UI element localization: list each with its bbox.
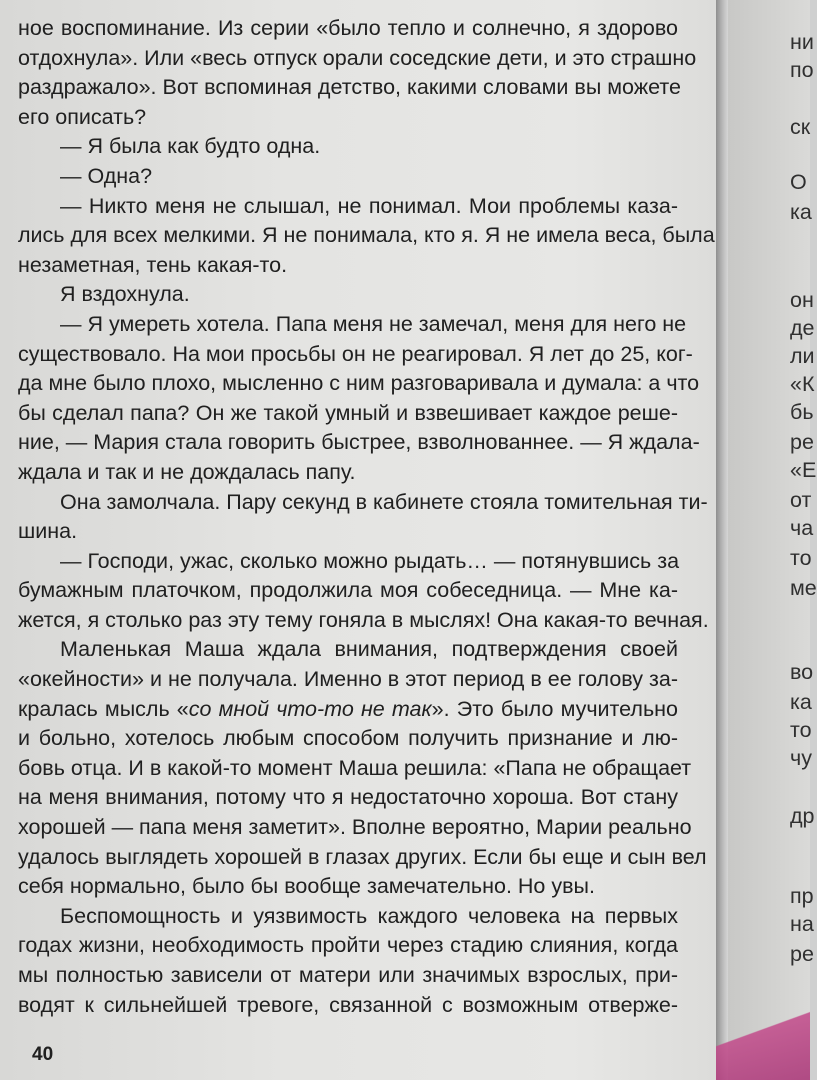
right-page-fragment: де <box>790 316 815 340</box>
right-page-fragment: ли <box>790 344 815 368</box>
text-line: ное воспоминание. Из серии «было тепло и солнечно, я здорово <box>18 16 678 40</box>
text-line: «окейности» и не получала. Именно в этот период в ее голову за- <box>18 667 678 692</box>
text-line: себя нормально, было бы вообще замечательно. Но увы. <box>18 874 595 899</box>
text-line: бумажным платочком, продолжила моя собеседница. — Мне ка- <box>18 578 678 603</box>
right-page-fragment: от <box>790 488 812 512</box>
right-page-fragment: ск <box>790 115 811 139</box>
right-page-fragment: ни <box>790 30 814 54</box>
text-line: ние, — Мария стала говорить быстрее, взволнованнее. — Я ждала- <box>18 430 700 455</box>
right-page-fragment: ре <box>790 942 814 966</box>
text-line: да мне было плохо, мысленно с ним разговаривала и думала: а что <box>18 371 700 396</box>
text-line: лись для всех мелкими. Я не понимала, кто я. Я не имела веса, была <box>18 223 715 248</box>
text-line: Она замолчала. Пару секунд в кабинете стояла томительная ти- <box>60 489 708 514</box>
text-line: — Господи, ужас, сколько можно рыдать… — потянувшись за <box>60 548 680 573</box>
text-line: водят к сильнейшей тревоге, связанной с возможным отверже- <box>18 992 678 1017</box>
text-line: раздражало». Вот вспоминая детство, какими словами вы можете <box>18 75 681 100</box>
text-line: — Я умереть хотела. Папа меня не замечал, меня для него не <box>60 311 687 336</box>
text-line: шина. <box>18 519 78 544</box>
right-page-fragment: то <box>790 718 812 742</box>
cover-edge-accent <box>716 1000 810 1080</box>
right-page-fragment: ча <box>790 516 814 540</box>
right-page-fragment: др <box>790 804 815 828</box>
right-page-fragment: «Е <box>790 458 817 482</box>
right-page-fragment: ме <box>790 576 817 600</box>
text-line: годах жизни, необходимость пройти через стадию слияния, когда <box>18 933 678 958</box>
text-line: незаметная, тень какая-то. <box>18 252 288 277</box>
right-page-fragment: во <box>790 660 814 684</box>
text-line: существовало. На мои просьбы он не реагировал. Я лет до 25, ког- <box>18 341 693 366</box>
right-page-fragment: чу <box>790 746 812 770</box>
page-number: 40 <box>32 1044 54 1065</box>
text-line: бовь отца. И в какой-то момент Маша решила: «Папа не обращает <box>18 755 692 780</box>
right-page-fragment: по <box>790 58 814 82</box>
text-line: мы полностью зависели от матери или значимых взрослых, при- <box>18 963 678 987</box>
text-line: отдохнула». Или «весь отпуск орали соседские дети, и это страшно <box>18 45 697 70</box>
text-line: бы сделал папа? Он же такой умный и взвешивает каждое реше- <box>18 400 678 425</box>
text-line: кралась мысль «со мной что-то не так». Это было мучительно <box>18 696 678 721</box>
text-line: — Никто меня не слышал, не понимал. Мои проблемы каза- <box>60 193 678 218</box>
right-page-fragment: пр <box>790 884 814 908</box>
text-line: ждала и так и не дождалась папу. <box>18 459 356 484</box>
book-spine-gutter <box>716 0 728 1080</box>
text-line: Маленькая Маша ждала внимания, подтверждения своей <box>60 637 678 662</box>
text-line: на меня внимания, потому что я недостаточно хороша. Вот стану <box>18 785 678 810</box>
text-line: хорошей — папа меня заметит». Вполне вероятно, Марии реально <box>18 815 692 840</box>
text-line: и больно, хотелось любым способом получить признание и лю- <box>18 726 678 751</box>
text-line: — Одна? <box>60 163 153 188</box>
right-book-page-edge <box>728 0 817 1080</box>
right-page-fragment: бь <box>790 400 814 424</box>
right-page-fragment: О <box>790 170 807 194</box>
text-line: жется, я столько раз эту тему гоняла в мыслях! Она какая-то вечная. <box>18 607 709 632</box>
right-page-fragment: ре <box>790 430 814 454</box>
emphasized-phrase: со мной что-то не так <box>188 696 432 721</box>
right-page-fragment: он <box>790 288 814 312</box>
right-page-fragment: ка <box>790 200 812 224</box>
text-line: — Я была как будто одна. <box>60 134 321 159</box>
text-line: Я вздохнула. <box>60 282 190 307</box>
right-page-fragment: «К <box>790 372 815 396</box>
text-line: удалось выглядеть хорошей в глазах других. Если бы еще и сын вел <box>18 844 707 869</box>
page-body-text <box>18 14 715 1020</box>
right-page-fragment: на <box>790 912 814 936</box>
right-page-fragment: то <box>790 546 812 570</box>
text-line: Беспомощность и уязвимость каждого человека на первых <box>60 903 678 928</box>
text-line: его описать? <box>18 104 147 129</box>
right-page-fragment: ка <box>790 690 812 714</box>
